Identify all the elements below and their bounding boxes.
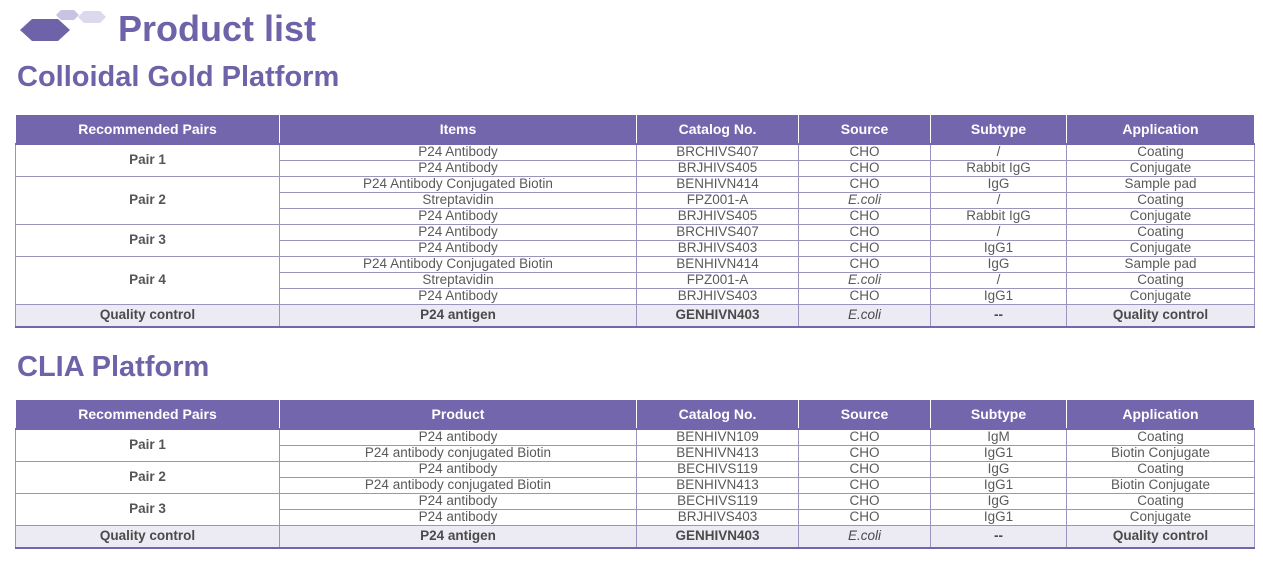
source-cell: CHO [799,445,931,461]
column-header: Application [1067,400,1255,429]
source-cell: CHO [799,429,931,445]
application-cell: Coating [1067,224,1255,240]
subtype-cell: / [931,192,1067,208]
subtype-cell: Rabbit IgG [931,160,1067,176]
subtype-cell: IgG1 [931,477,1067,493]
table-row [16,176,1255,192]
item-cell: Streptavidin [280,192,637,208]
clia-table [15,400,1255,549]
application-cell: Sample pad [1067,176,1255,192]
item-cell: P24 antibody conjugated Biotin [280,477,637,493]
item-cell: P24 Antibody [280,240,637,256]
subtype-cell: IgG1 [931,240,1067,256]
source-cell: E.coli [799,304,931,327]
table-header-row [16,400,1255,429]
item-cell: P24 Antibody [280,224,637,240]
table-row [16,256,1255,272]
catalog-no-cell: BRCHIVS407 [637,144,799,160]
item-cell: P24 Antibody [280,288,637,304]
column-header: Catalog No. [637,115,799,144]
column-header: Catalog No. [637,400,799,429]
catalog-no-cell: BRJHIVS405 [637,208,799,224]
column-header: Recommended Pairs [16,400,280,429]
pair-label: Pair 2 [16,176,280,224]
catalog-no-cell: BENHIVN413 [637,477,799,493]
table-header-row [16,115,1255,144]
catalog-no-cell: BRJHIVS403 [637,288,799,304]
application-cell: Quality control [1067,304,1255,327]
pair-label: Pair 4 [16,256,280,304]
application-cell: Coating [1067,272,1255,288]
qc-label: Quality control [16,525,280,548]
catalog-no-cell: FPZ001-A [637,272,799,288]
item-cell: P24 antibody [280,461,637,477]
catalog-no-cell: BECHIVS119 [637,461,799,477]
item-cell: P24 antibody conjugated Biotin [280,445,637,461]
application-cell: Sample pad [1067,256,1255,272]
subtype-cell: IgG1 [931,288,1067,304]
application-cell: Biotin Conjugate [1067,445,1255,461]
pair-label: Pair 3 [16,224,280,256]
item-cell: P24 antibody [280,509,637,525]
source-cell: CHO [799,160,931,176]
application-cell: Coating [1067,461,1255,477]
item-cell: Streptavidin [280,272,637,288]
column-header: Subtype [931,400,1067,429]
column-header: Items [280,115,637,144]
table-row [16,224,1255,240]
subtype-cell: -- [931,304,1067,327]
pair-label: Pair 2 [16,461,280,493]
pair-label: Pair 1 [16,429,280,461]
colloidal-gold-table [15,115,1255,328]
source-cell: CHO [799,256,931,272]
table-row [16,429,1255,445]
item-cell: P24 antibody [280,493,637,509]
subtype-cell: / [931,144,1067,160]
column-header: Source [799,115,931,144]
hexagon-logo-icon [16,4,108,44]
pair-label: Pair 1 [16,144,280,176]
application-cell: Conjugate [1067,208,1255,224]
application-cell: Coating [1067,192,1255,208]
column-header: Application [1067,115,1255,144]
section-title-clia: CLIA Platform [17,351,210,383]
application-cell: Conjugate [1067,160,1255,176]
item-cell: P24 antigen [280,525,637,548]
catalog-no-cell: BRJHIVS403 [637,240,799,256]
item-cell: P24 Antibody [280,160,637,176]
catalog-no-cell: GENHIVN403 [637,525,799,548]
source-cell: CHO [799,477,931,493]
table-row [16,493,1255,509]
subtype-cell: Rabbit IgG [931,208,1067,224]
quality-control-row [16,304,1255,327]
qc-label: Quality control [16,304,280,327]
application-cell: Coating [1067,144,1255,160]
source-cell: CHO [799,461,931,477]
item-cell: P24 Antibody Conjugated Biotin [280,176,637,192]
catalog-no-cell: BECHIVS119 [637,493,799,509]
item-cell: P24 Antibody [280,208,637,224]
subtype-cell: IgG1 [931,445,1067,461]
item-cell: P24 antibody [280,429,637,445]
catalog-no-cell: BENHIVN414 [637,176,799,192]
application-cell: Coating [1067,429,1255,445]
source-cell: E.coli [799,525,931,548]
subtype-cell: IgG [931,256,1067,272]
application-cell: Conjugate [1067,240,1255,256]
catalog-no-cell: BENHIVN109 [637,429,799,445]
item-cell: P24 antigen [280,304,637,327]
application-cell: Conjugate [1067,288,1255,304]
source-cell: CHO [799,176,931,192]
source-cell: CHO [799,509,931,525]
subtype-cell: IgG [931,461,1067,477]
application-cell: Coating [1067,493,1255,509]
subtype-cell: -- [931,525,1067,548]
source-cell: E.coli [799,192,931,208]
catalog-no-cell: GENHIVN403 [637,304,799,327]
source-cell: CHO [799,208,931,224]
column-header: Subtype [931,115,1067,144]
column-header: Recommended Pairs [16,115,280,144]
source-cell: CHO [799,288,931,304]
item-cell: P24 Antibody Conjugated Biotin [280,256,637,272]
subtype-cell: IgG [931,493,1067,509]
section-title-colloidal-gold: Colloidal Gold Platform [17,61,340,93]
subtype-cell: IgG [931,176,1067,192]
source-cell: CHO [799,224,931,240]
column-header: Product [280,400,637,429]
subtype-cell: IgG1 [931,509,1067,525]
table-row [16,144,1255,160]
catalog-no-cell: BENHIVN414 [637,256,799,272]
catalog-no-cell: BENHIVN413 [637,445,799,461]
application-cell: Conjugate [1067,509,1255,525]
column-header: Source [799,400,931,429]
source-cell: CHO [799,240,931,256]
subtype-cell: / [931,272,1067,288]
page-title: Product list [118,8,317,49]
item-cell: P24 Antibody [280,144,637,160]
quality-control-row [16,525,1255,548]
source-cell: E.coli [799,272,931,288]
catalog-no-cell: BRJHIVS403 [637,509,799,525]
table-row [16,461,1255,477]
catalog-no-cell: BRCHIVS407 [637,224,799,240]
subtype-cell: / [931,224,1067,240]
pair-label: Pair 3 [16,493,280,525]
source-cell: CHO [799,144,931,160]
source-cell: CHO [799,493,931,509]
catalog-no-cell: BRJHIVS405 [637,160,799,176]
subtype-cell: IgM [931,429,1067,445]
catalog-no-cell: FPZ001-A [637,192,799,208]
application-cell: Biotin Conjugate [1067,477,1255,493]
application-cell: Quality control [1067,525,1255,548]
